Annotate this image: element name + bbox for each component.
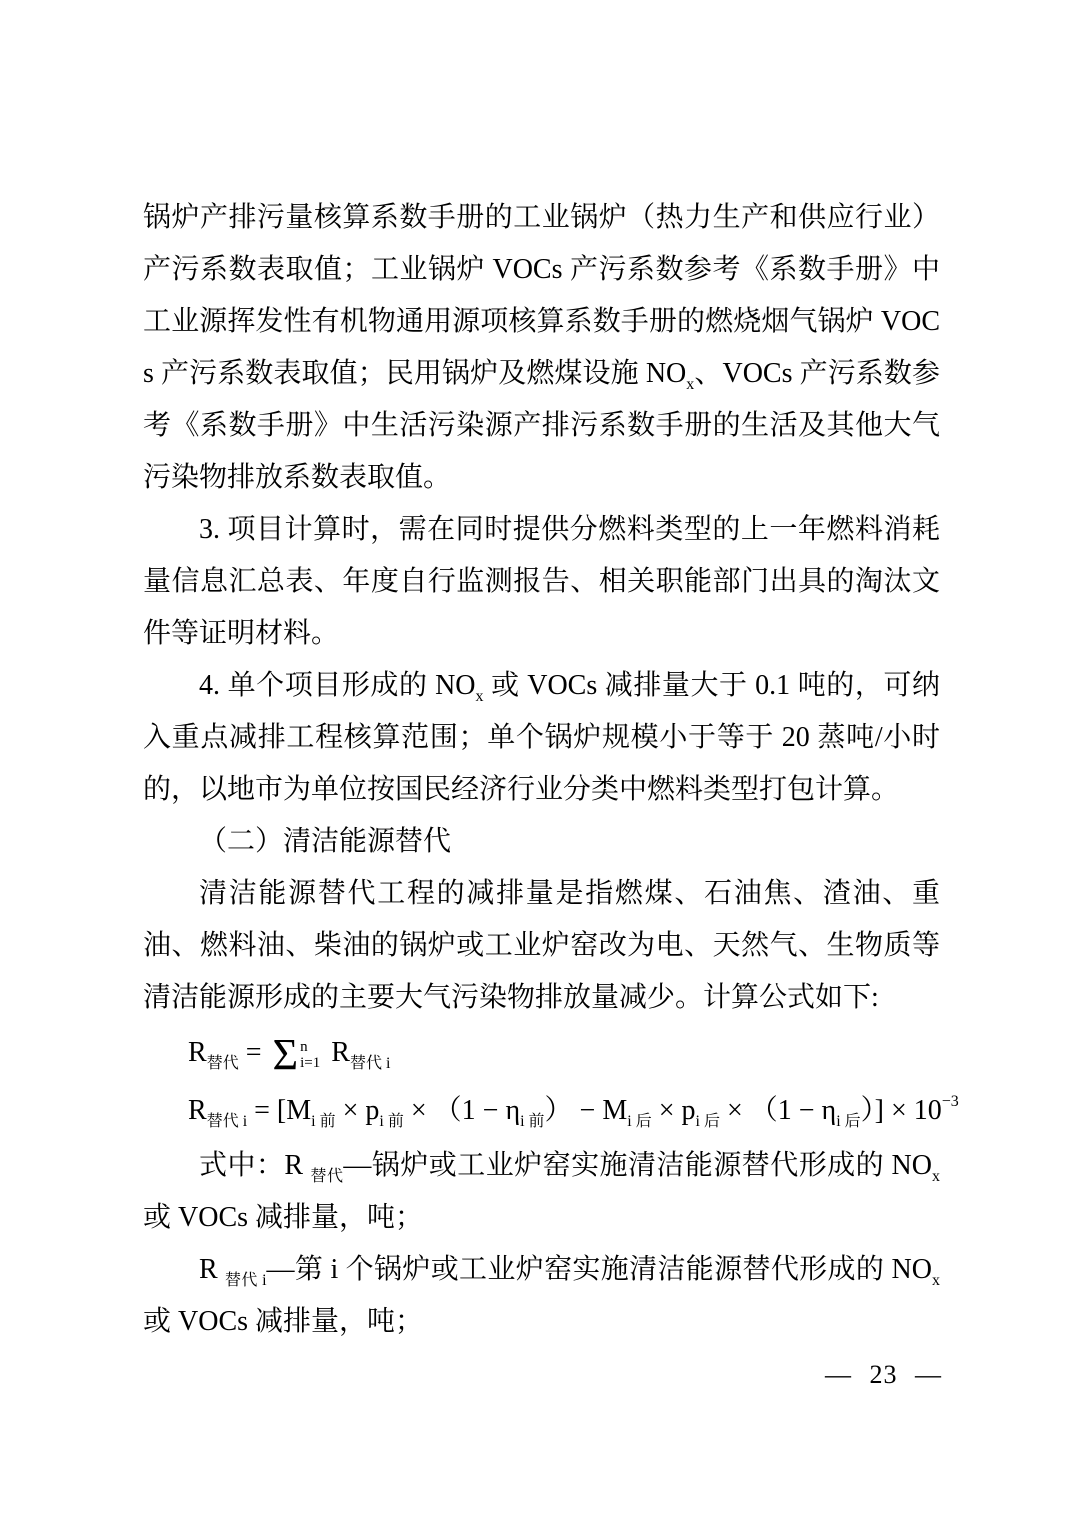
formula-unit-reduction: $R_{替代 i} = [M_{i 前} \times p_{i 前} \times (1 - \eta_{i 前}) - M_{i 后} \times p_{i 后} \times (1 - \eta_{i 后})] \times 10^{-3}$ xyxy=(188,1093,959,1130)
page-number: — 23 — xyxy=(825,1360,942,1389)
para-item-3-materials: 3. 项目计算时，需在同时提供分燃料类型的上一年燃料消耗量信息汇总表、年度自行监测报告、相关职能部门出具的淘汰文件等证明材料。 xyxy=(143,514,940,649)
para-clean-energy-description: 清洁能源替代工程的减排量是指燃煤、石油焦、渣油、重油、燃料油、柴油的锅炉或工业炉窑改为电、天然气、生物质等清洁能源形成的主要大气污染物排放量减少。计算公式如下: xyxy=(143,878,940,1013)
para-fuel-coefficient-sources: 锅炉产排污量核算系数手册的工业锅炉（热力生产和供应行业）产污系数表取值；工业锅炉 VOCs 产污系数参考《系数手册》中工业源挥发性有机物通用源项核算系数手册的燃烧烟气锅炉 VOCs 产污系数表取值；民用锅炉及燃煤设施 $NO_x$、VOCs 产污系数参考《系数手册》中生活污染源产排污系数手册的生活及其他大气污染物排放系数表取值。 xyxy=(143,202,941,493)
formula-total-reduction: $R_{替代}$ = Σ n i=1 $R_{替代 i}$ xyxy=(188,1029,391,1079)
document-body xyxy=(143,192,959,1348)
para-term-r-total: 式中：R $_{替代}$—锅炉或工业炉窑实施清洁能源替代形成的 $NO_x$ 或 VOCs 减排量，吨； xyxy=(143,1150,940,1233)
heading-clean-energy-substitution: （二）清洁能源替代 xyxy=(199,826,452,857)
para-term-r-i: R $_{替代 i}$—第 i 个锅炉或工业炉窑实施清洁能源替代形成的 $NO_x$ 或 VOCs 减排量，吨； xyxy=(143,1254,940,1337)
summation-symbol: Σ n i=1 xyxy=(272,1029,321,1079)
para-item-4-threshold: 4. 单个项目形成的 $NO_x$ 或 VOCs 减排量大于 0.1 吨的，可纳入重点减排工程核算范围；单个锅炉规模小于等于 20 蒸吨/小时的，以地市为单位按国民经济行业分类中燃料类型打包计算。 xyxy=(143,670,941,805)
